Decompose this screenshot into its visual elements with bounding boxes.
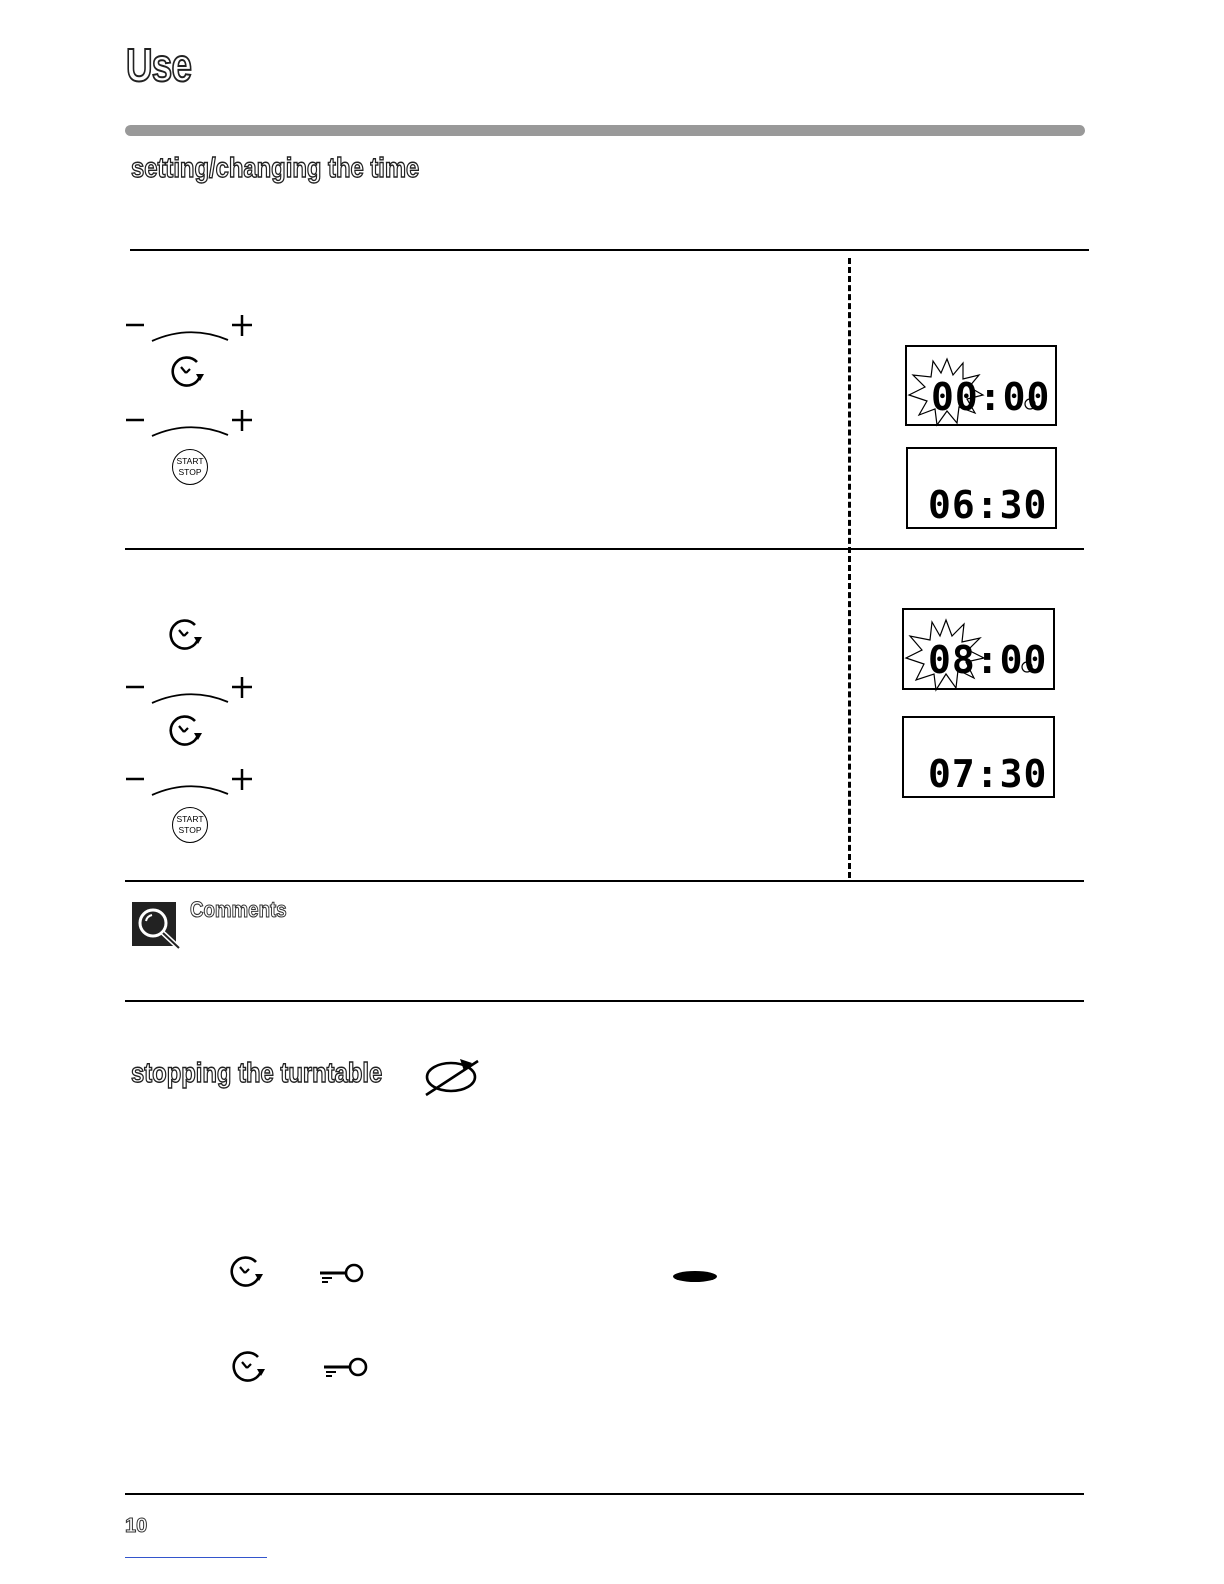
clock-indicator-icon [1023, 397, 1037, 411]
rotary-knob-control[interactable] [122, 765, 262, 799]
footer-link-underline[interactable] [125, 1557, 267, 1558]
start-label: START [176, 456, 204, 466]
clock-icon[interactable] [228, 1254, 268, 1290]
key-icon[interactable] [322, 1356, 370, 1378]
lcd-display [906, 447, 1057, 529]
rotary-knob-control[interactable] [122, 673, 262, 707]
stop-label: STOP [178, 467, 202, 477]
divider-top [130, 249, 1089, 251]
start-stop-button[interactable] [172, 807, 208, 843]
title-rule [125, 125, 1085, 136]
rotary-knob-control[interactable] [122, 406, 262, 440]
divider-comments-top [125, 880, 1084, 882]
page-title: Use [126, 39, 192, 91]
lcd-display [902, 608, 1055, 690]
lcd-display [902, 716, 1055, 798]
magnifier-icon [132, 902, 182, 950]
divider-footer [125, 1493, 1084, 1495]
clock-indicator-icon [1020, 660, 1034, 674]
knob-arc [152, 427, 228, 436]
lcd-time: 08:00 [928, 638, 1048, 682]
turntable-off-icon [424, 1055, 482, 1099]
knob-arc [152, 332, 228, 341]
knob-arc [152, 694, 228, 703]
divider-middle [125, 548, 1084, 550]
stop-label: STOP [178, 825, 202, 835]
page-number: 10 [125, 1515, 148, 1537]
clock-icon[interactable] [167, 713, 207, 749]
section-heading-turntable: stopping the turntable [131, 1057, 383, 1088]
clock-icon[interactable] [167, 617, 207, 653]
divider-comments-bottom [125, 1000, 1084, 1002]
lcd-time: 00:00 [931, 375, 1051, 419]
black-oval-icon [673, 1271, 717, 1282]
knob-arc [152, 786, 228, 795]
clock-icon[interactable] [169, 354, 209, 390]
start-label: START [176, 814, 204, 824]
rotary-knob-control[interactable] [122, 312, 262, 346]
key-icon[interactable] [318, 1262, 366, 1284]
start-stop-button[interactable] [172, 449, 208, 485]
lcd-time: 06:30 [928, 483, 1048, 527]
section-heading-time: setting/changing the time [131, 152, 420, 183]
clock-icon[interactable] [230, 1349, 270, 1385]
lcd-time: 07:30 [928, 752, 1048, 796]
comments-heading: Comments [190, 897, 287, 922]
lcd-display [905, 345, 1057, 426]
column-separator [848, 258, 851, 878]
